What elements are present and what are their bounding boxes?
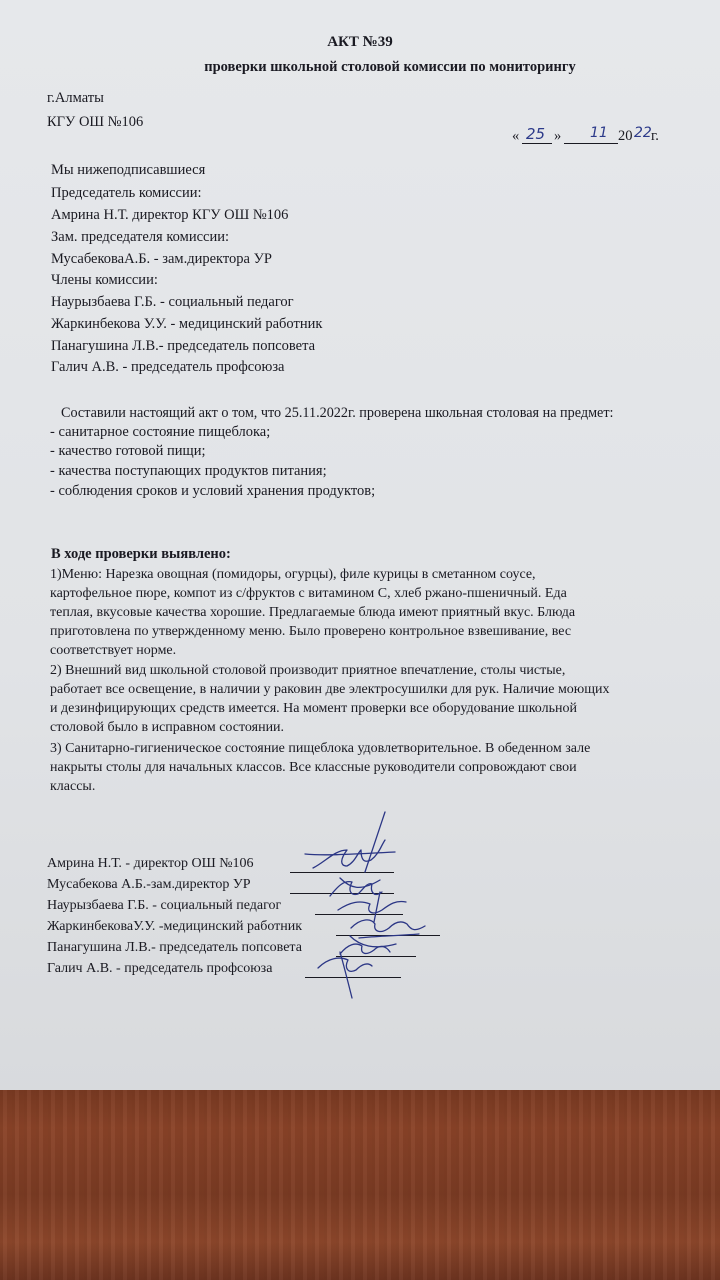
member-item: Галич А.В. - председатель профсоюза xyxy=(51,359,285,375)
member-item: Панагушина Л.В.- председатель попсовета xyxy=(51,338,316,354)
deputy-label: Зам. председателя комиссии: xyxy=(51,229,229,245)
chair-label: Председатель комиссии: xyxy=(51,185,202,201)
findings-line: и дезинфицирующих средств имеется. На момент проверки все оборудование школьной xyxy=(50,701,577,716)
city: г.Алматы xyxy=(47,90,104,106)
school-name: КГУ ОШ №106 xyxy=(47,114,144,130)
signature-line: ЖаркинбековаУ.У. -медицинский работник xyxy=(47,919,303,934)
date-year-prefix: 20 xyxy=(618,128,633,144)
date-close-quote: » xyxy=(554,128,562,144)
member-item: Жаркинбекова У.У. - медицинский работник xyxy=(51,316,323,332)
findings-line: столовой было в исправном состоянии. xyxy=(50,720,285,735)
deputy-name: МусабековаА.Б. - зам.директора УР xyxy=(51,251,272,267)
date-day: 25 xyxy=(526,125,546,143)
findings-line: 1)Меню: Нарезка овощная (помидоры, огурцы), филе курицы в сметанном соусе, xyxy=(50,567,536,582)
findings-heading: В ходе проверки выявлено: xyxy=(51,546,231,562)
signature-galich xyxy=(310,946,390,1006)
chair-name: Амрина Н.Т. директор КГУ ОШ №106 xyxy=(51,207,289,223)
signature-line: Галич А.В. - председатель профсоюза xyxy=(47,961,273,976)
act-subtitle: проверки школьной столовой комиссии по мониторингу xyxy=(204,59,576,75)
subject-intro: Составили настоящий акт о том, что 25.11.2022г. проверена школьная столовая на предмет: xyxy=(61,405,614,421)
act-date xyxy=(512,125,672,149)
findings-line: 2) Внешний вид школьной столовой производит приятное впечатление, столы чистые, xyxy=(50,663,566,678)
date-open-quote: « xyxy=(512,128,520,144)
subject-item: - соблюдения сроков и условий хранения продуктов; xyxy=(50,483,376,499)
subject-item: - качество готовой пищи; xyxy=(50,443,206,459)
signature-line: Наурызбаева Г.Б. - социальный педагог xyxy=(47,898,282,913)
date-month: 11 xyxy=(590,125,608,141)
signature-line: Мусабекова А.Б.-зам.директор УР xyxy=(47,877,251,892)
date-year-suffix: г. xyxy=(651,128,659,144)
act-title: АКТ №39 xyxy=(327,34,393,50)
members-label: Члены комиссии: xyxy=(51,272,158,288)
findings-line: 3) Санитарно-гигиеническое состояние пищеблока удовлетворительное. В обеденном зале xyxy=(50,741,591,756)
findings-line: теплая, вкусовые качества хорошие. Предлагаемые блюда имеют приятный вкус. Блюда xyxy=(50,605,576,620)
findings-line: работает все освещение, в наличии у раковин две электросушилки для рук. Наличие моющих xyxy=(50,682,610,697)
signature-line: Панагушина Л.В.- председатель попсовета xyxy=(47,940,302,955)
findings-line: соответствует норме. xyxy=(50,643,177,658)
findings-line: картофельное пюре, компот из с/фруктов с витамином С, хлеб ржано-пшеничный. Еда xyxy=(50,586,567,601)
signature-line: Амрина Н.Т. - директор ОШ №106 xyxy=(47,856,254,871)
date-year-hand: 22 xyxy=(634,125,652,141)
subject-item: - санитарное состояние пищеблока; xyxy=(50,424,271,440)
wooden-table xyxy=(0,1090,720,1280)
member-item: Наурызбаева Г.Б. - социальный педагог xyxy=(51,294,294,310)
findings-line: классы. xyxy=(50,779,96,794)
commission-intro: Мы нижеподписавшиеся xyxy=(51,162,206,178)
subject-item: - качества поступающих продуктов питания; xyxy=(50,463,327,479)
findings-line: приготовлена по утвержденному меню. Было проверено контрольное взвешивание, вес xyxy=(50,624,572,639)
findings-line: накрыты столы для начальных классов. Все классные руководители сопровождают свои xyxy=(50,760,577,775)
